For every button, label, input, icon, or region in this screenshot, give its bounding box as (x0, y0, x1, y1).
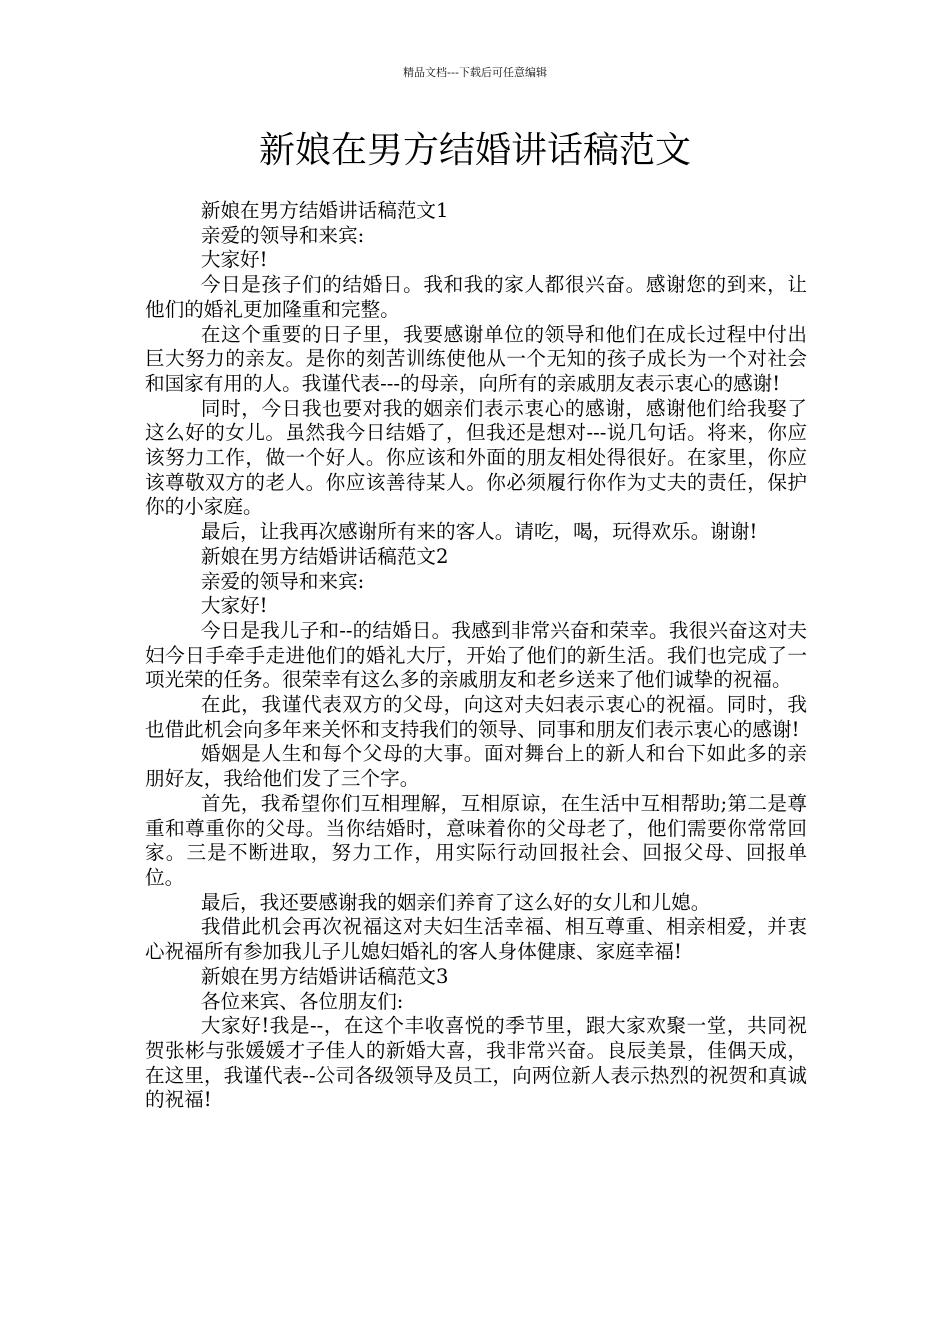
salutation: 亲爱的领导和来宾: (200, 569, 365, 593)
body-paragraph: 同时，今日我也要对我的姻亲们表示衷心的感谢，感谢他们给我娶了这么好的女儿。虽然我今日结婚了，但我还是想对---说几句话。将来，你应该努力工作，做一个好人。你应该和外面的朋友相处得很好。在家里，你应该尊敬双方的老人。你应该善待某人。你必须履行你作为丈夫的责任，保护你的小家庭。 (145, 396, 807, 519)
greeting: 大家好! (200, 594, 268, 618)
body-paragraph: 最后，让我再次感谢所有来的客人。请吃，喝，玩得欢乐。谢谢! (200, 520, 758, 544)
greeting: 大家好! (200, 248, 268, 272)
body-paragraph: 今日是我儿子和--的结婚日。我感到非常兴奋和荣幸。我很兴奋这对夫妇今日手牵手走进他们的婚礼大厅，开始了他们的新生活。我们也完成了一项光荣的任务。很荣幸有这么多的亲戚朋友和老乡送来了他们诚挚的祝福。 (145, 618, 807, 692)
document-body (145, 199, 807, 1113)
salutation: 亲爱的领导和来宾: (200, 223, 365, 247)
body-paragraph: 大家好!我是--，在这个丰收喜悦的季节里，跟大家欢聚一堂，共同祝贺张彬与张媛媛才子佳人的新婚大喜，我非常兴奋。良辰美景，佳偶天成，在这里，我谨代表--公司各级领导及员工，向两位新人表示热烈的祝贺和真诚的祝福! (145, 1014, 807, 1112)
document-title: 新娘在男方结婚讲话稿范文 (258, 130, 691, 171)
body-paragraph: 在此，我谨代表双方的父母，向这对夫妇表示衷心的祝福。同时，我也借此机会向多年来关怀和支持我们的领导、同事和朋友们表示衷心的感谢! (145, 693, 807, 741)
section-heading-2: 新娘在男方结婚讲话稿范文2 (200, 544, 449, 568)
body-paragraph: 婚姻是人生和每个父母的大事。面对舞台上的新人和台下如此多的亲朋好友，我给他们发了三个字。 (145, 742, 807, 791)
salutation: 各位来宾、各位朋友们: (200, 989, 404, 1013)
header-note: 精品文档---下载后可任意编辑 (403, 66, 547, 79)
body-paragraph: 首先，我希望你们互相理解，互相原谅，在生活中互相帮助;第二是尊重和尊重你的父母。当你结婚时，意味着你的父母老了，他们需要你常常回家。三是不断进取，努力工作，用实际行动回报社会、回报父母、回报单位。 (145, 791, 807, 889)
body-paragraph: 在这个重要的日子里，我要感谢单位的领导和他们在成长过程中付出巨大努力的亲友。是你的刻苦训练使他从一个无知的孩子成长为一个对社会和国家有用的人。我谨代表---的母亲，向所有的亲戚朋友表示衷心的感谢! (145, 322, 807, 395)
body-paragraph: 今日是孩子们的结婚日。我和我的家人都很兴奋。感谢您的到来，让他们的婚礼更加隆重和完整。 (145, 273, 807, 321)
section-heading-3: 新娘在男方结婚讲话稿范文3 (200, 964, 449, 988)
body-paragraph: 我借此机会再次祝福这对夫妇生活幸福、相互尊重、相亲相爱，并衷心祝福所有参加我儿子儿媳妇婚礼的客人身体健康、家庭幸福! (145, 915, 807, 964)
section-heading-1: 新娘在男方结婚讲话稿范文1 (200, 199, 449, 222)
body-paragraph: 最后，我还要感谢我的姻亲们养育了这么好的女儿和儿媳。 (200, 890, 711, 914)
